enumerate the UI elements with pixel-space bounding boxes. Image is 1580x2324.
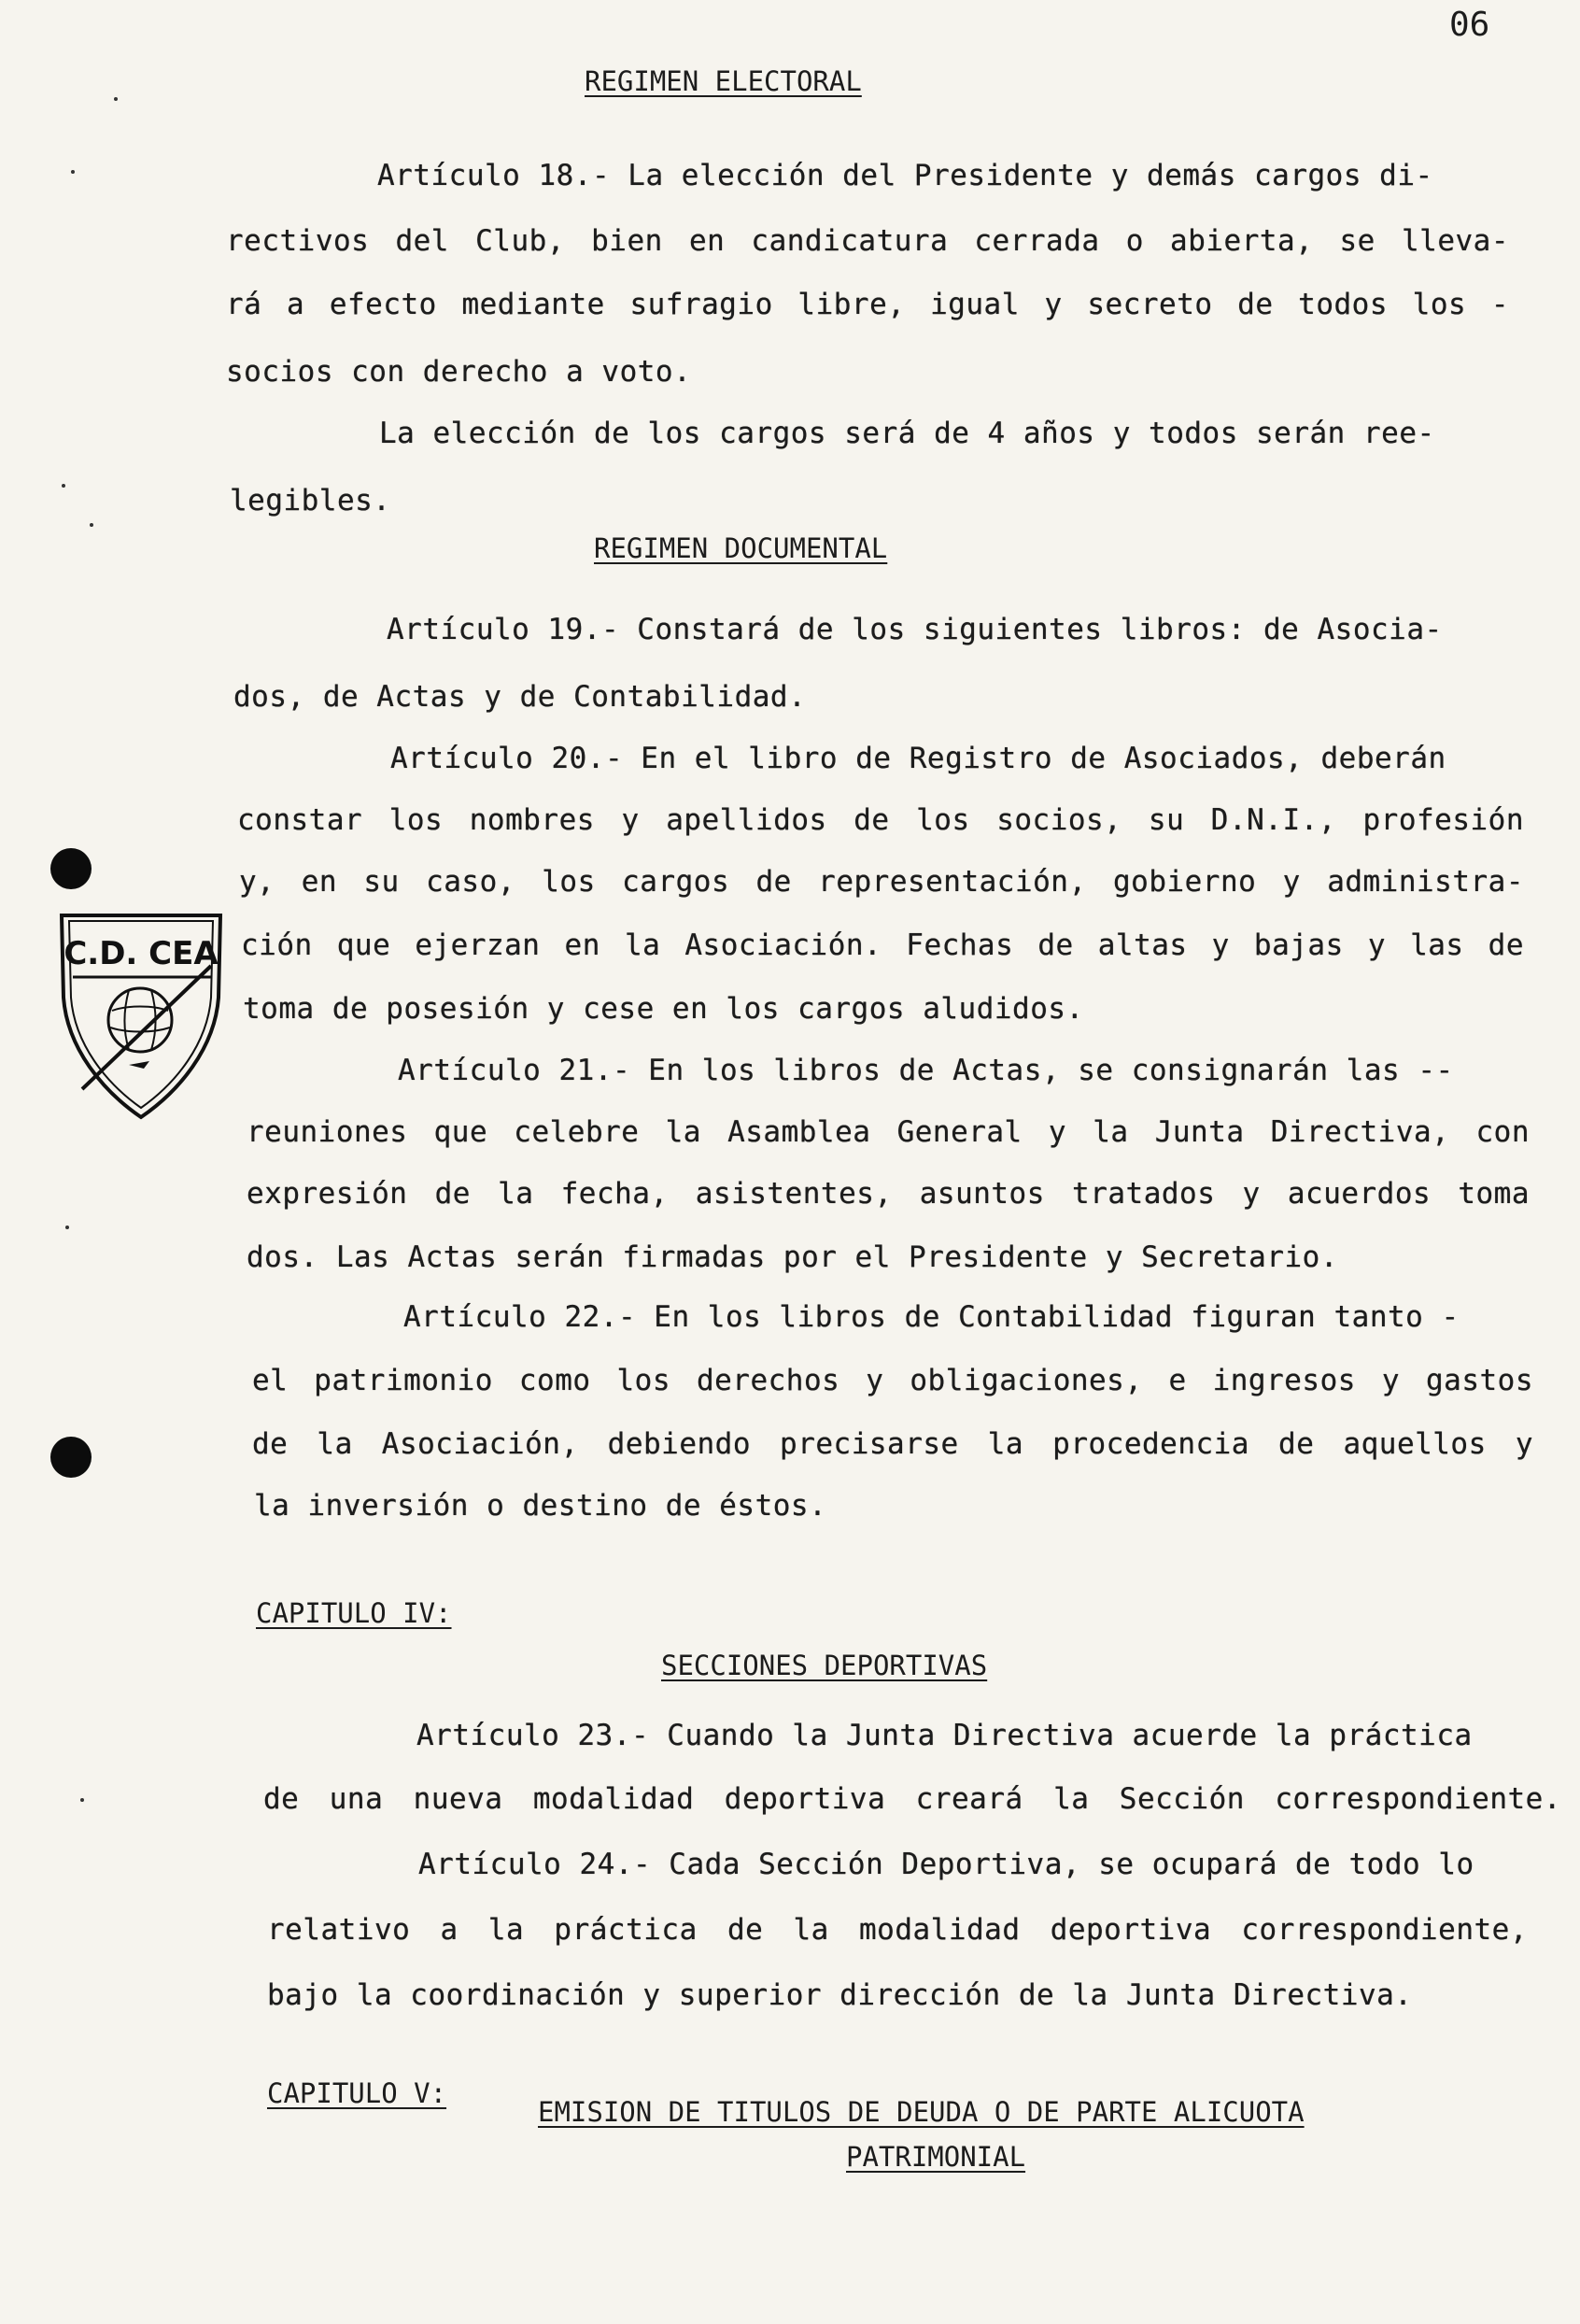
- art19-line: Artículo 19.- Constará de los siguientes libros: de Asocia-: [387, 613, 1443, 646]
- art20-line: y, en su caso, los cargos de representación, gobierno y administra-: [239, 865, 1524, 899]
- section-heading-emision: EMISION DE TITULOS DE DEUDA O DE PARTE ALICUOTA: [538, 2096, 1305, 2128]
- art22-line: la inversión o destino de éstos.: [254, 1489, 827, 1523]
- punch-hole-upper: [50, 848, 92, 889]
- chapter-iv-heading: CAPITULO IV:: [256, 1597, 452, 1629]
- section-heading-electoral: REGIMEN ELECTORAL: [585, 65, 862, 97]
- art22-line: Artículo 22.- En los libros de Contabilidad figuran tanto -: [403, 1300, 1460, 1334]
- scan-speck: [114, 97, 118, 101]
- art21-line: dos. Las Actas serán firmadas por el Presidente y Secretario.: [247, 1240, 1338, 1274]
- art18-line: Artículo 18.- La elección del Presidente y demás cargos di-: [377, 159, 1433, 192]
- art21-line: Artículo 21.- En los libros de Actas, se consignarán las --: [398, 1054, 1454, 1087]
- section-heading-documental: REGIMEN DOCUMENTAL: [594, 532, 888, 564]
- art18-line: socios con derecho a voto.: [226, 355, 692, 389]
- art20-line: Artículo 20.- En el libro de Registro de Asociados, deberán: [390, 742, 1446, 775]
- art20-line: ción que ejerzan en la Asociación. Fechas de altas y bajas y las de: [241, 928, 1524, 962]
- art21-line: expresión de la fecha, asistentes, asuntos tratados y acuerdos toma: [247, 1177, 1530, 1211]
- scan-speck: [80, 1798, 84, 1802]
- art23-line: de una nueva modalidad deportiva creará la Sección correspondiente.: [263, 1782, 1561, 1816]
- art22-line: de la Asociación, debiendo precisarse la procedencia de aquellos y: [252, 1427, 1533, 1461]
- art20-line: constar los nombres y apellidos de los socios, su D.N.I., profesión: [237, 803, 1524, 837]
- art21-line: reuniones que celebre la Asamblea General y la Junta Directiva, con: [247, 1115, 1530, 1149]
- scan-speck: [71, 170, 75, 174]
- art18-p2-line: La elección de los cargos será de 4 años y todos serán ree-: [379, 417, 1435, 450]
- art18-p2-line: legibles.: [230, 484, 391, 517]
- art24-line: Artículo 24.- Cada Sección Deportiva, se ocupará de todo lo: [418, 1848, 1474, 1881]
- scan-speck: [65, 1226, 69, 1229]
- art24-line: bajo la coordinación y superior dirección de la Junta Directiva.: [267, 1978, 1413, 2012]
- punch-hole-lower: [50, 1437, 92, 1478]
- scan-speck: [90, 523, 93, 527]
- art23-line: Artículo 23.- Cuando la Junta Directiva acuerde la práctica: [416, 1719, 1473, 1752]
- section-heading-secciones: SECCIONES DEPORTIVAS: [661, 1650, 988, 1681]
- art18-line: rá a efecto mediante sufragio libre, igual y secreto de todos los -: [226, 288, 1509, 321]
- art18-line: rectivos del Club, bien en candicatura cerrada o abierta, se lleva-: [226, 224, 1509, 258]
- page-number: 06: [1449, 6, 1490, 44]
- art22-line: el patrimonio como los derechos y obligaciones, e ingresos y gastos: [252, 1364, 1533, 1397]
- art20-line: toma de posesión y cese en los cargos aludidos.: [243, 992, 1084, 1026]
- art19-line: dos, de Actas y de Contabilidad.: [233, 680, 807, 714]
- art24-line: relativo a la práctica de la modalidad deportiva correspondiente,: [267, 1913, 1528, 1947]
- chapter-v-heading: CAPITULO V:: [267, 2077, 447, 2109]
- club-crest-icon: [54, 908, 228, 1123]
- scan-speck: [62, 484, 65, 488]
- section-heading-emision-cont: PATRIMONIAL: [846, 2141, 1026, 2173]
- crest-text: C.D. CEA: [63, 935, 219, 972]
